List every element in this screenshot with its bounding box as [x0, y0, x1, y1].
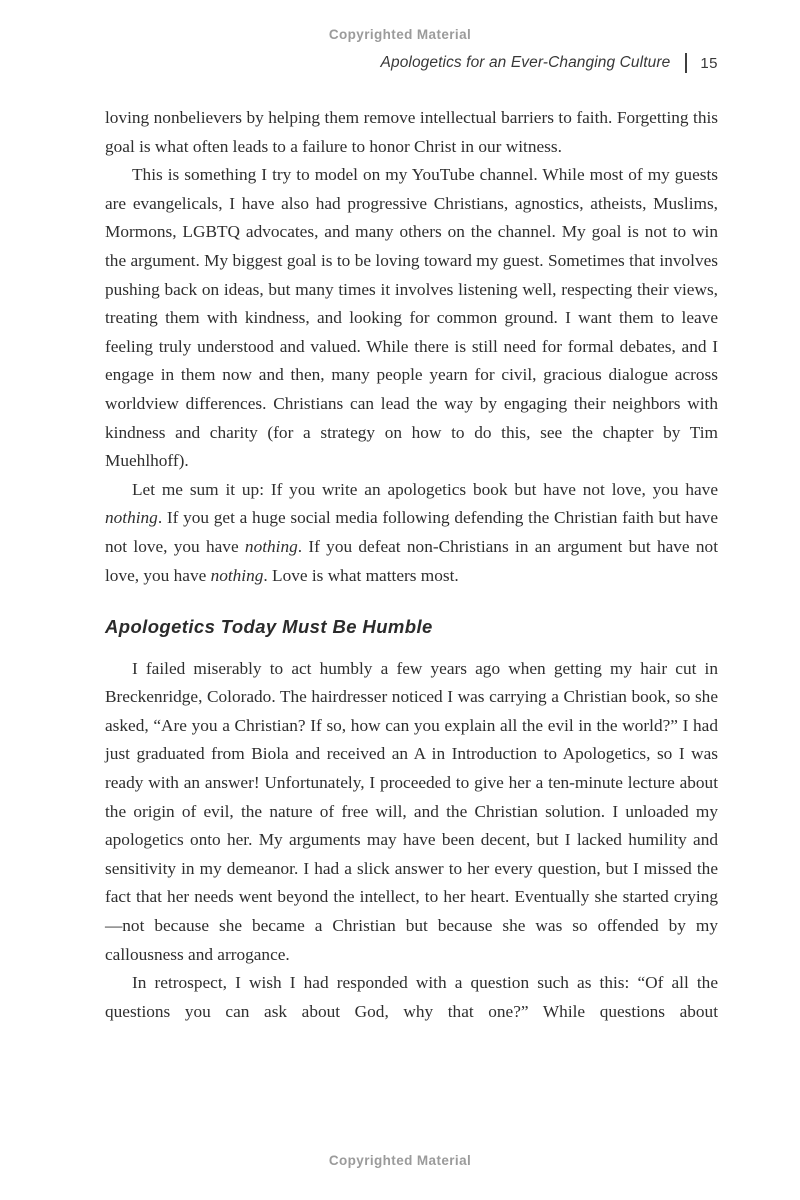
emphasis-text: nothing — [210, 565, 264, 585]
page-number: 15 — [700, 54, 718, 72]
text-run: . If you defeat non-Christians in an argument but have not love, you have — [105, 536, 718, 585]
emphasis-text: nothing — [105, 508, 158, 528]
page-body — [105, 104, 718, 1026]
text-run: loving nonbelievers by helping them remove intellectual barriers to faith. Forgetting this goal is what often leads to a failure to honor Christ in our witness. — [105, 108, 718, 156]
text-run: This is something I try to model on my YouTube channel. While most of my guests are evangelicals, I have also had progressive Christians, agnostics, atheists, Muslims, Mormons, LGBTQ advocates, and many others on the channel. My goal is not to win the argument. My biggest goal is to be loving toward my guest. Sometimes that involves pushing back on ideas, but many times it involves listening well, respecting their views, treating them with kindness, and looking for common ground. I want them to leave feeling truly understood and valued. While there is still need for formal debates, and I engage in them now and then, many people yearn for civil, gracious dialogue across worldview differences. Christians can lead the way by engaging their neighbors with kindness and charity (for a strategy on how to do this, see the chapter by Tim Muehlhoff). — [105, 165, 718, 471]
emphasis-text: nothing — [244, 536, 298, 556]
text-run: In retrospect, I wish I had responded with a question such as this: “Of all the questions you can ask about God, why that one?” While questions about — [105, 973, 718, 1021]
copyright-notice-bottom: Copyrighted Material — [328, 1153, 472, 1168]
body-paragraph — [105, 161, 718, 476]
body-paragraph — [105, 104, 718, 161]
text-run: . If you get a huge social media following defending the Christian faith but have not love, you have — [105, 508, 718, 556]
running-head-divider — [685, 53, 687, 73]
section-heading: Apologetics Today Must Be Humble — [105, 616, 433, 638]
body-paragraph — [105, 655, 718, 970]
copyright-notice-top: Copyrighted Material — [328, 27, 472, 42]
text-run: I failed miserably to act humbly a few years ago when getting my hair cut in Breckenridge, Colorado. The hairdresser noticed I was carrying a Christian book, so she asked, “Are you a Christian? If so, how can you explain all the evil in the world?” I had just graduated from Biola and received an A in Introduction to Apologetics, so I was ready with an answer! Unfortunately, I proceeded to give her a ten-minute lecture about the origin of evil, the nature of free will, and the Christian solution. I unloaded my apologetics onto her. My arguments may have been decent, but I lacked humility and sensitivity in my demeanor. I had a slick answer to her every question, but I missed the fact that her needs went beyond the intellect, to her heart. Eventually she started crying—not because she became a Christian but because she was so offended by my callousness and arrogance. — [105, 658, 718, 964]
body-paragraph — [105, 476, 718, 590]
body-paragraph — [105, 969, 718, 1026]
running-head — [381, 53, 718, 73]
text-run: . Love is what matters most. — [263, 565, 459, 585]
running-head-title: Apologetics for an Ever-Changing Culture — [380, 54, 671, 71]
text-run: Let me sum it up: If you write an apologetics book but have not love, you have — [132, 479, 718, 499]
